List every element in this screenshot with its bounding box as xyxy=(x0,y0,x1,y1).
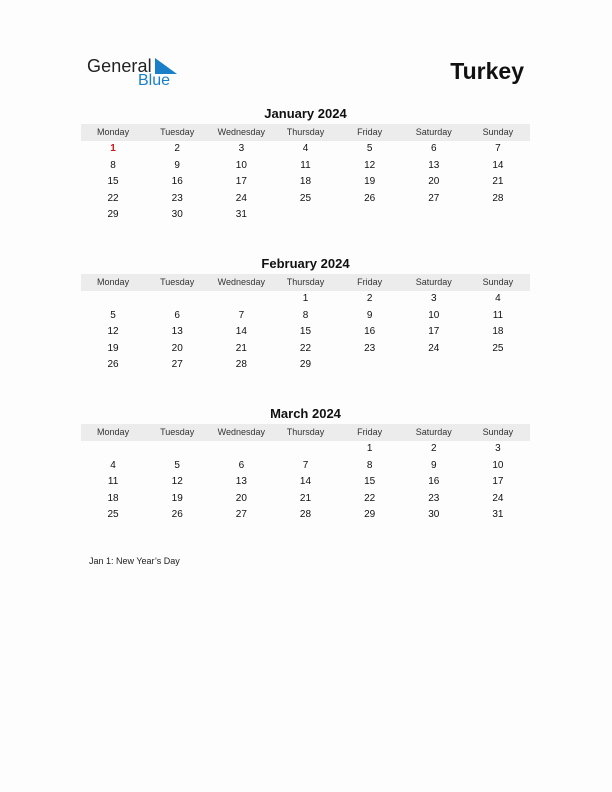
day-cell: 31 xyxy=(235,209,247,220)
weekday-label: Monday xyxy=(97,277,130,287)
day-cell: 11 xyxy=(300,159,311,171)
day-cell: 28 xyxy=(492,192,504,204)
day-cell: 1 xyxy=(302,293,309,304)
logo-text-general: General xyxy=(87,56,152,76)
weekday-header xyxy=(81,124,530,141)
logo xyxy=(87,56,187,92)
weekday-label: Friday xyxy=(357,427,383,437)
day-cell: 4 xyxy=(302,143,309,154)
day-cell: 24 xyxy=(428,342,440,354)
weekday-label: Tuesday xyxy=(160,277,195,287)
week-row xyxy=(81,191,530,208)
holiday-notes xyxy=(89,556,180,566)
weekday-label: Wednesday xyxy=(217,277,266,287)
day-cell: 25 xyxy=(492,342,504,354)
month-title: January 2024 xyxy=(264,106,347,121)
weekday-label: Thursday xyxy=(286,277,325,287)
day-cell: 7 xyxy=(238,309,245,321)
day-cell: 23 xyxy=(364,342,376,354)
day-cell: 5 xyxy=(174,459,180,471)
day-cell: 5 xyxy=(110,309,116,321)
day-cell: 18 xyxy=(299,176,312,187)
day-cell: 9 xyxy=(174,159,180,171)
day-cell: 26 xyxy=(171,509,183,520)
day-cell: 14 xyxy=(299,476,312,487)
day-cell: 21 xyxy=(299,492,312,504)
empty-day-cell xyxy=(81,441,145,458)
day-cell: 6 xyxy=(174,309,180,321)
day-cell: 15 xyxy=(299,326,312,337)
empty-day-cell xyxy=(402,357,466,374)
day-cell: 21 xyxy=(235,342,247,354)
day-cell: 2 xyxy=(430,443,437,454)
day-cell: 7 xyxy=(302,459,309,471)
day-cell: 3 xyxy=(495,443,501,454)
day-cell: 24 xyxy=(492,492,504,504)
empty-day-cell xyxy=(338,357,402,374)
empty-day-cell xyxy=(81,291,145,308)
day-cell: 9 xyxy=(430,459,437,471)
day-cell: 28 xyxy=(299,509,312,520)
country-title: Turkey xyxy=(450,58,524,84)
empty-day-cell xyxy=(273,441,337,458)
month-calendar xyxy=(81,406,530,524)
weekday-label: Monday xyxy=(97,127,130,137)
day-cell: 8 xyxy=(366,459,373,471)
week-row xyxy=(81,308,530,325)
day-cell: 10 xyxy=(492,459,504,471)
day-cell: 29 xyxy=(364,509,376,520)
day-cell: 9 xyxy=(366,309,373,321)
day-cell: 20 xyxy=(171,342,183,354)
day-cell: 23 xyxy=(171,192,183,204)
day-cell: 1 xyxy=(366,443,373,454)
month-title: March 2024 xyxy=(270,406,341,421)
week-row xyxy=(81,291,530,308)
day-cell: 12 xyxy=(107,326,119,337)
day-cell: 30 xyxy=(428,509,440,520)
day-cell: 27 xyxy=(171,359,183,370)
empty-day-cell xyxy=(209,441,273,458)
day-cell: 5 xyxy=(366,143,373,154)
day-cell: 27 xyxy=(428,192,440,204)
day-cell: 21 xyxy=(492,176,504,187)
weekday-label: Sunday xyxy=(482,427,514,437)
day-cell: 26 xyxy=(107,359,119,370)
day-cell: 25 xyxy=(107,509,119,520)
week-row xyxy=(81,357,530,374)
day-cell: 16 xyxy=(171,176,183,187)
week-row xyxy=(81,441,530,458)
day-cell: 12 xyxy=(364,159,376,171)
day-cell: 22 xyxy=(107,192,119,204)
weekday-label: Tuesday xyxy=(160,127,195,137)
weekday-label: Thursday xyxy=(286,127,325,137)
empty-day-cell xyxy=(466,207,530,224)
day-cell: 1 xyxy=(110,143,116,154)
day-cell: 14 xyxy=(235,326,247,337)
day-cell: 17 xyxy=(492,476,504,487)
day-cell: 22 xyxy=(364,492,376,504)
day-cell: 24 xyxy=(235,192,247,204)
day-cell: 16 xyxy=(428,476,440,487)
week-row xyxy=(81,507,530,524)
day-cell: 4 xyxy=(495,293,501,304)
day-cell: 23 xyxy=(428,492,440,504)
week-row xyxy=(81,458,530,475)
day-cell: 16 xyxy=(364,326,376,337)
weekday-header xyxy=(81,424,530,441)
day-cell: 8 xyxy=(302,309,309,321)
weekday-label: Thursday xyxy=(286,427,325,437)
holiday-note: Jan 1: New Year’s Day xyxy=(89,556,180,566)
day-cell: 29 xyxy=(299,359,312,370)
day-cell: 18 xyxy=(492,326,504,337)
day-cell: 11 xyxy=(107,476,119,487)
day-cell: 19 xyxy=(171,492,183,504)
day-cell: 22 xyxy=(299,342,312,354)
month-title: February 2024 xyxy=(261,256,350,271)
weekday-label: Friday xyxy=(357,277,383,287)
day-cell: 15 xyxy=(364,476,376,487)
week-row xyxy=(81,474,530,491)
day-cell: 13 xyxy=(171,326,183,337)
day-cell: 25 xyxy=(299,192,312,204)
day-cell: 10 xyxy=(235,159,247,171)
weekday-label: Saturday xyxy=(415,427,452,437)
day-cell: 18 xyxy=(107,492,119,504)
day-cell: 20 xyxy=(428,176,440,187)
day-cell: 15 xyxy=(107,176,119,187)
day-cell: 12 xyxy=(171,476,183,487)
empty-day-cell xyxy=(145,291,209,308)
week-row xyxy=(81,158,530,175)
weekday-label: Monday xyxy=(97,427,130,437)
day-cell: 6 xyxy=(238,459,245,471)
weekday-label: Friday xyxy=(357,127,383,137)
day-cell: 17 xyxy=(428,326,440,337)
day-cell: 27 xyxy=(235,509,247,520)
day-cell: 7 xyxy=(495,143,501,154)
day-cell: 2 xyxy=(174,143,180,154)
week-row xyxy=(81,141,530,158)
day-cell: 17 xyxy=(235,176,247,187)
day-cell: 3 xyxy=(238,143,245,154)
weekday-label: Wednesday xyxy=(217,427,266,437)
day-cell: 19 xyxy=(364,176,376,187)
empty-day-cell xyxy=(209,291,273,308)
day-cell: 19 xyxy=(107,342,119,354)
weekday-label: Sunday xyxy=(482,277,514,287)
day-cell: 13 xyxy=(428,159,440,171)
month-calendar xyxy=(81,256,530,374)
day-cell: 13 xyxy=(235,476,247,487)
day-cell: 4 xyxy=(110,459,116,471)
month-calendar xyxy=(81,106,530,224)
day-cell: 28 xyxy=(235,359,247,370)
week-row xyxy=(81,207,530,224)
day-cell: 30 xyxy=(171,209,183,220)
day-cell: 10 xyxy=(428,309,440,321)
day-cell: 14 xyxy=(492,159,504,171)
day-cell: 11 xyxy=(492,309,504,321)
weekday-label: Saturday xyxy=(415,127,452,137)
day-cell: 20 xyxy=(235,492,247,504)
day-cell: 2 xyxy=(366,293,373,304)
logo-text-blue: Blue xyxy=(138,72,171,89)
week-row xyxy=(81,174,530,191)
day-cell: 6 xyxy=(430,143,437,154)
weekday-label: Sunday xyxy=(482,127,514,137)
empty-day-cell xyxy=(338,207,402,224)
empty-day-cell xyxy=(273,207,337,224)
empty-day-cell xyxy=(402,207,466,224)
empty-day-cell xyxy=(145,441,209,458)
weekday-label: Wednesday xyxy=(217,127,266,137)
week-row xyxy=(81,491,530,508)
day-cell: 8 xyxy=(110,159,116,171)
empty-day-cell xyxy=(466,357,530,374)
day-cell: 26 xyxy=(364,192,376,204)
day-cell: 29 xyxy=(107,209,119,220)
week-row xyxy=(81,341,530,358)
week-row xyxy=(81,324,530,341)
day-cell: 31 xyxy=(492,509,504,520)
weekday-label: Saturday xyxy=(415,277,452,287)
day-cell: 3 xyxy=(430,293,437,304)
weekday-header xyxy=(81,274,530,291)
weekday-label: Tuesday xyxy=(160,427,195,437)
